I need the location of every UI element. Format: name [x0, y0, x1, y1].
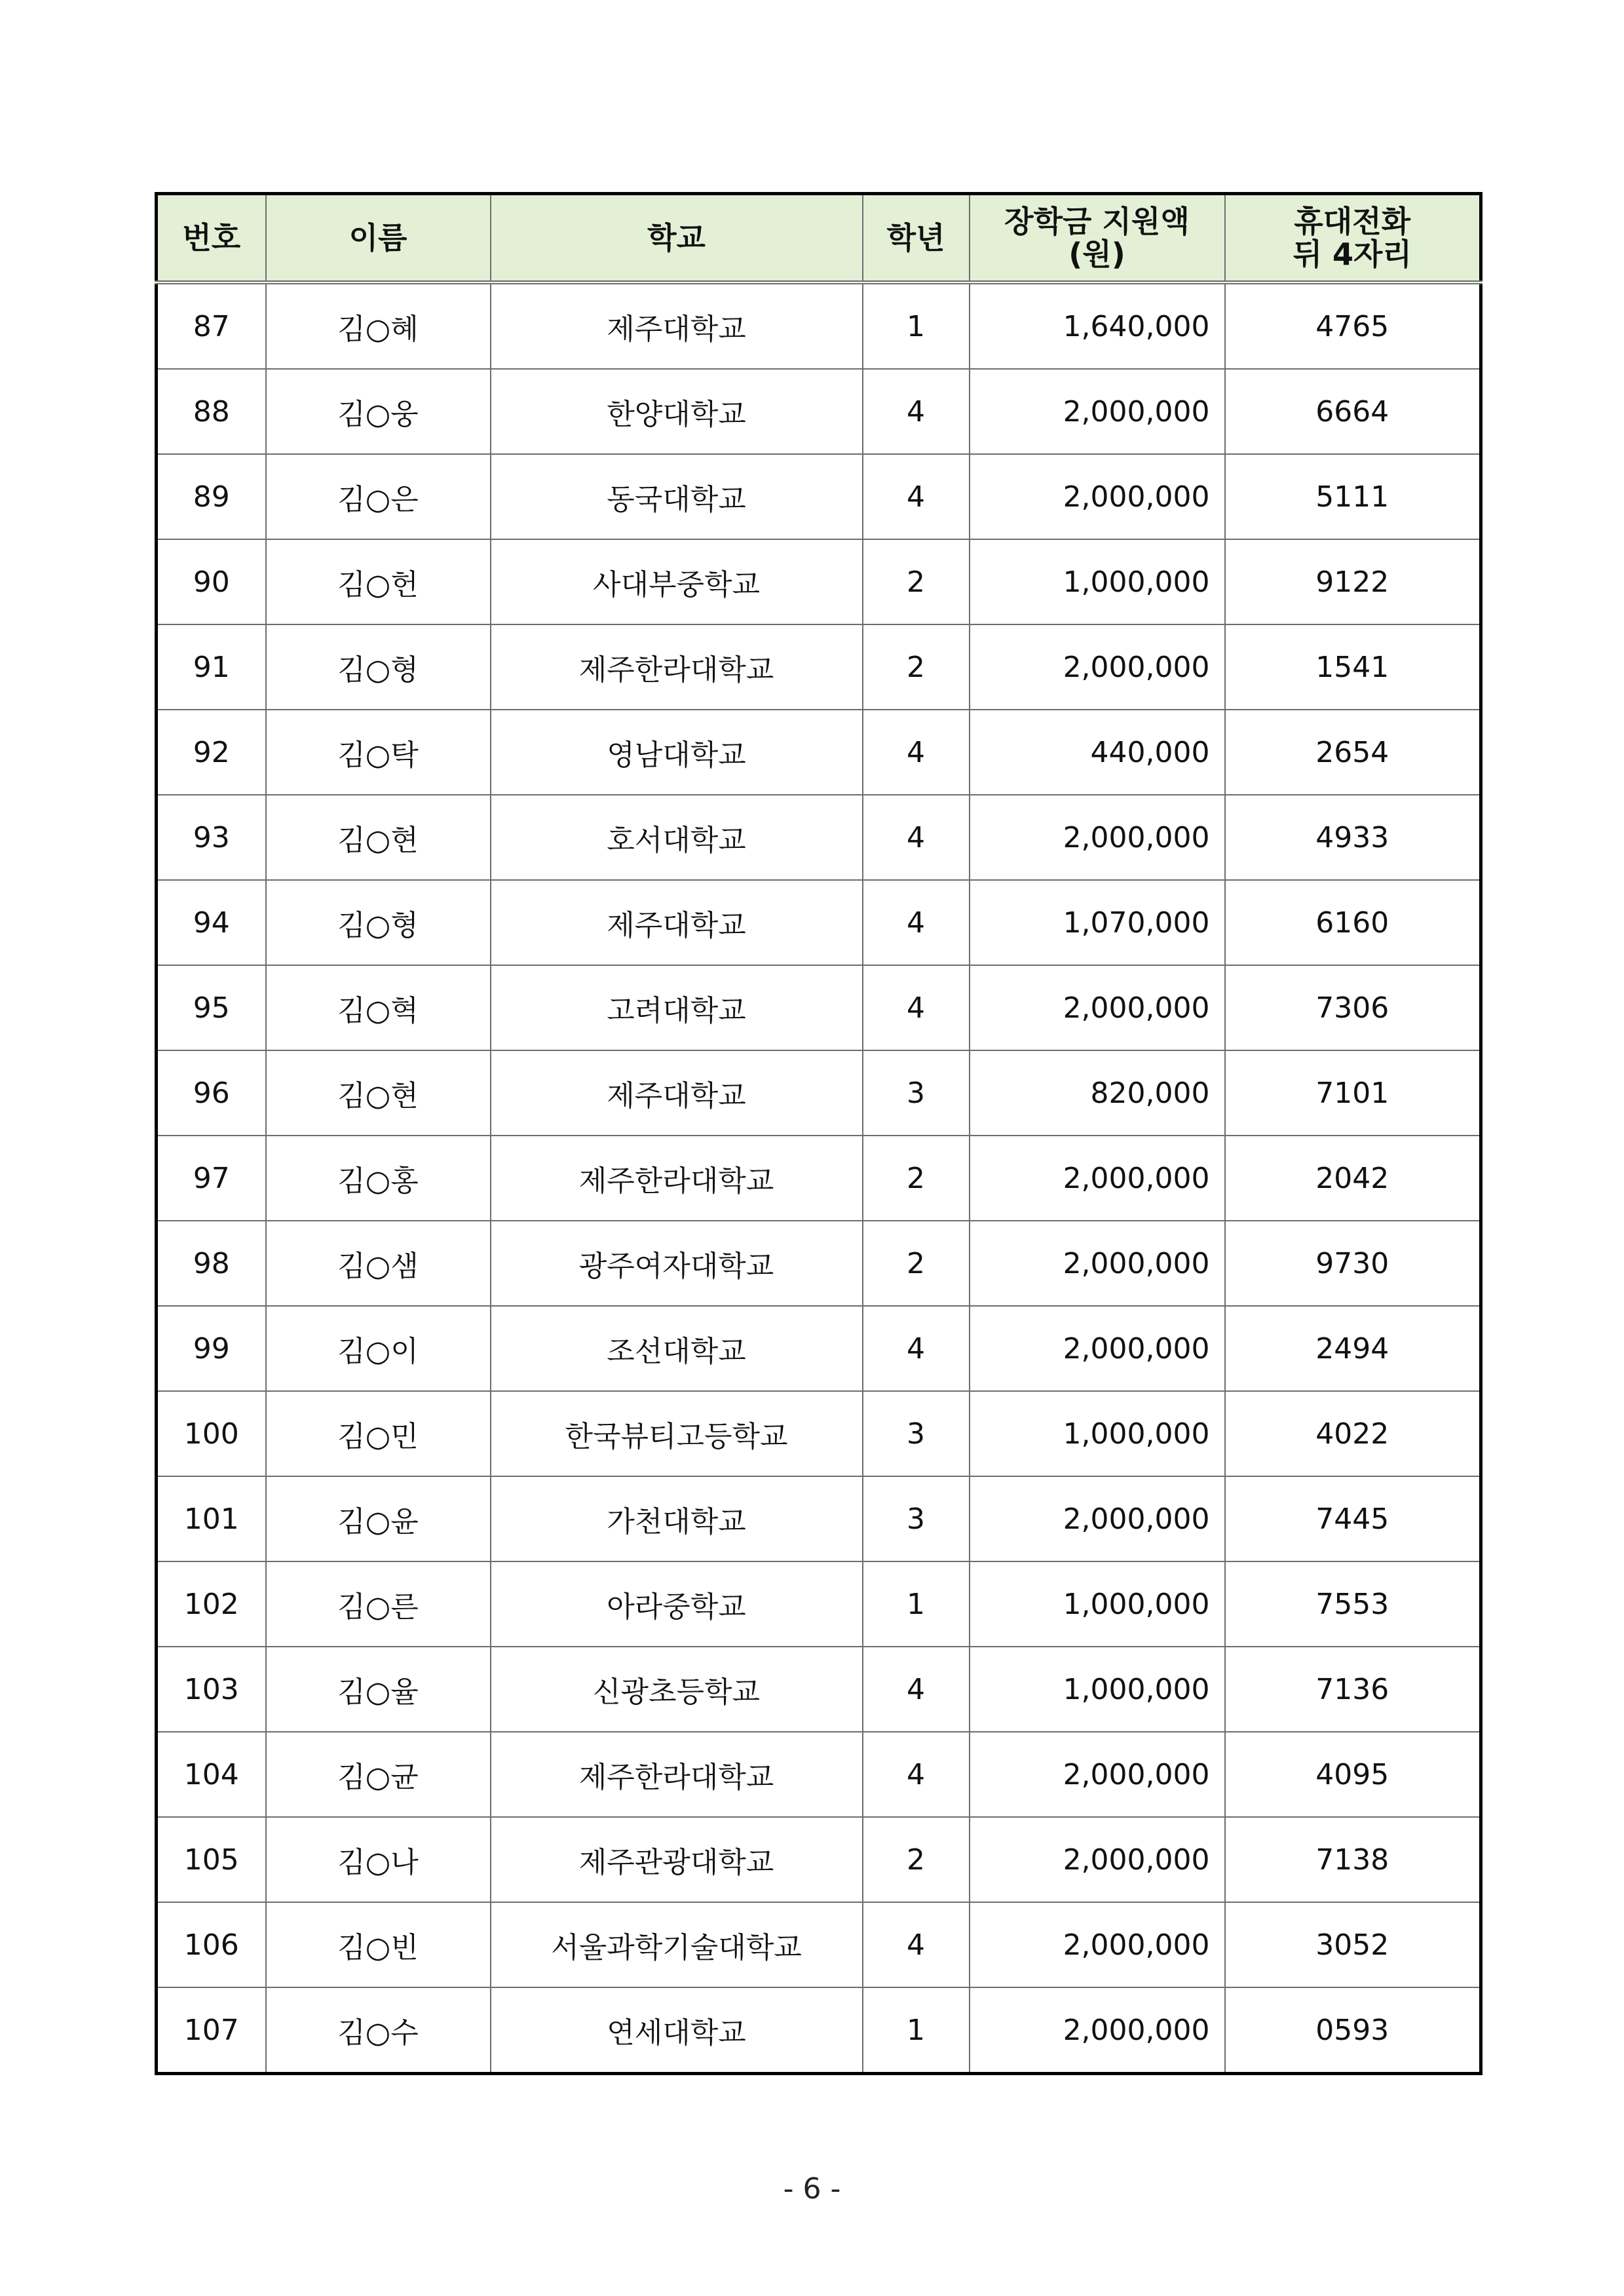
cell-grade: 4	[863, 880, 970, 965]
cell-phone: 3052	[1225, 1902, 1481, 1987]
cell-name: 김○혁	[266, 965, 491, 1050]
table-row	[157, 1136, 1481, 1221]
cell-school: 고려대학교	[491, 965, 863, 1050]
cell-name: 김○샘	[266, 1221, 491, 1306]
cell-amount: 2,000,000	[970, 1902, 1225, 1987]
cell-school: 영남대학교	[491, 710, 863, 795]
cell-number: 103	[157, 1647, 266, 1732]
cell-school: 서울과학기술대학교	[491, 1902, 863, 1987]
table-row	[157, 880, 1481, 965]
cell-number: 90	[157, 539, 266, 624]
cell-number: 89	[157, 454, 266, 539]
cell-number: 97	[157, 1136, 266, 1221]
cell-amount: 2,000,000	[970, 795, 1225, 880]
cell-school: 신광초등학교	[491, 1647, 863, 1732]
cell-phone: 7136	[1225, 1647, 1481, 1732]
cell-phone: 5111	[1225, 454, 1481, 539]
cell-phone: 7553	[1225, 1561, 1481, 1647]
cell-phone: 7445	[1225, 1476, 1481, 1561]
cell-grade: 3	[863, 1391, 970, 1476]
cell-grade: 4	[863, 454, 970, 539]
table-row	[157, 624, 1481, 710]
cell-name: 김○은	[266, 454, 491, 539]
table-row	[157, 795, 1481, 880]
cell-school: 제주대학교	[491, 282, 863, 369]
cell-grade: 2	[863, 1817, 970, 1902]
cell-amount: 2,000,000	[970, 1732, 1225, 1817]
cell-school: 가천대학교	[491, 1476, 863, 1561]
cell-phone: 2042	[1225, 1136, 1481, 1221]
table-row	[157, 1987, 1481, 2074]
header-number: 번호	[157, 194, 266, 283]
header-row	[157, 194, 1481, 283]
cell-school: 조선대학교	[491, 1306, 863, 1391]
cell-number: 94	[157, 880, 266, 965]
table-row	[157, 1050, 1481, 1136]
cell-amount: 2,000,000	[970, 965, 1225, 1050]
table-row	[157, 282, 1481, 369]
cell-school: 광주여자대학교	[491, 1221, 863, 1306]
cell-grade: 3	[863, 1050, 970, 1136]
cell-school: 한국뷰티고등학교	[491, 1391, 863, 1476]
cell-number: 91	[157, 624, 266, 710]
cell-amount: 2,000,000	[970, 1476, 1225, 1561]
table-header	[157, 194, 1481, 283]
table-row	[157, 369, 1481, 454]
cell-phone: 6664	[1225, 369, 1481, 454]
header-amount	[970, 194, 1225, 283]
cell-number: 92	[157, 710, 266, 795]
table-row	[157, 1817, 1481, 1902]
cell-name: 김○형	[266, 624, 491, 710]
cell-amount: 1,000,000	[970, 539, 1225, 624]
cell-school: 아라중학교	[491, 1561, 863, 1647]
cell-grade: 1	[863, 1561, 970, 1647]
cell-name: 김○웅	[266, 369, 491, 454]
cell-name: 김○헌	[266, 539, 491, 624]
cell-number: 93	[157, 795, 266, 880]
cell-phone: 4765	[1225, 282, 1481, 369]
cell-grade: 4	[863, 965, 970, 1050]
table-row	[157, 1902, 1481, 1987]
cell-number: 87	[157, 282, 266, 369]
cell-phone: 7306	[1225, 965, 1481, 1050]
table-row	[157, 1391, 1481, 1476]
cell-amount: 2,000,000	[970, 1221, 1225, 1306]
cell-amount: 2,000,000	[970, 1136, 1225, 1221]
scholarship-table	[155, 192, 1482, 2075]
cell-amount: 2,000,000	[970, 1817, 1225, 1902]
cell-amount: 2,000,000	[970, 1306, 1225, 1391]
cell-phone: 7138	[1225, 1817, 1481, 1902]
cell-school: 제주한라대학교	[491, 1732, 863, 1817]
cell-number: 102	[157, 1561, 266, 1647]
cell-grade: 3	[863, 1476, 970, 1561]
cell-grade: 2	[863, 1136, 970, 1221]
cell-name: 김○균	[266, 1732, 491, 1817]
page-number: - 6 -	[783, 2172, 841, 2206]
cell-name: 김○빈	[266, 1902, 491, 1987]
cell-grade: 1	[863, 282, 970, 369]
table-row	[157, 454, 1481, 539]
cell-amount: 2,000,000	[970, 624, 1225, 710]
table-body	[157, 282, 1481, 2074]
table-row	[157, 1561, 1481, 1647]
cell-name: 김○수	[266, 1987, 491, 2074]
cell-grade: 4	[863, 1732, 970, 1817]
table-row	[157, 1306, 1481, 1391]
cell-number: 105	[157, 1817, 266, 1902]
table-row	[157, 710, 1481, 795]
cell-phone: 9730	[1225, 1221, 1481, 1306]
scholarship-list	[155, 192, 1479, 2075]
cell-name: 김○홍	[266, 1136, 491, 1221]
table-row	[157, 1221, 1481, 1306]
cell-name: 김○혜	[266, 282, 491, 369]
cell-number: 107	[157, 1987, 266, 2074]
cell-number: 101	[157, 1476, 266, 1561]
cell-phone: 1541	[1225, 624, 1481, 710]
cell-name: 김○탁	[266, 710, 491, 795]
cell-school: 제주대학교	[491, 1050, 863, 1136]
cell-number: 95	[157, 965, 266, 1050]
cell-number: 98	[157, 1221, 266, 1306]
cell-phone: 2494	[1225, 1306, 1481, 1391]
cell-number: 106	[157, 1902, 266, 1987]
cell-number: 104	[157, 1732, 266, 1817]
cell-name: 김○민	[266, 1391, 491, 1476]
cell-amount: 440,000	[970, 710, 1225, 795]
cell-phone: 7101	[1225, 1050, 1481, 1136]
cell-amount: 2,000,000	[970, 369, 1225, 454]
cell-grade: 4	[863, 369, 970, 454]
cell-grade: 4	[863, 1647, 970, 1732]
cell-grade: 4	[863, 795, 970, 880]
cell-school: 한양대학교	[491, 369, 863, 454]
table-row	[157, 539, 1481, 624]
cell-phone: 0593	[1225, 1987, 1481, 2074]
cell-phone: 4022	[1225, 1391, 1481, 1476]
cell-number: 100	[157, 1391, 266, 1476]
cell-amount: 1,640,000	[970, 282, 1225, 369]
table-row	[157, 1732, 1481, 1817]
header-phone	[1225, 194, 1481, 283]
cell-number: 88	[157, 369, 266, 454]
table-row	[157, 1647, 1481, 1732]
cell-amount: 1,000,000	[970, 1647, 1225, 1732]
table-row	[157, 965, 1481, 1050]
cell-grade: 2	[863, 624, 970, 710]
cell-school: 제주한라대학교	[491, 1136, 863, 1221]
header-phone-line2: 뒤 4자리	[1293, 237, 1412, 272]
cell-number: 99	[157, 1306, 266, 1391]
cell-name: 김○율	[266, 1647, 491, 1732]
cell-school: 호서대학교	[491, 795, 863, 880]
header-amount-line2: (원)	[1068, 237, 1125, 272]
cell-name: 김○윤	[266, 1476, 491, 1561]
cell-name: 김○현	[266, 1050, 491, 1136]
cell-phone: 6160	[1225, 880, 1481, 965]
cell-amount: 2,000,000	[970, 1987, 1225, 2074]
cell-grade: 1	[863, 1987, 970, 2074]
cell-amount: 1,000,000	[970, 1391, 1225, 1476]
cell-grade: 4	[863, 1306, 970, 1391]
cell-name: 김○현	[266, 795, 491, 880]
cell-name: 김○형	[266, 880, 491, 965]
cell-number: 96	[157, 1050, 266, 1136]
table-row	[157, 1476, 1481, 1561]
cell-name: 김○른	[266, 1561, 491, 1647]
header-amount-line1: 장학금 지원액	[1004, 204, 1190, 239]
cell-name: 김○이	[266, 1306, 491, 1391]
header-grade: 학년	[863, 194, 970, 283]
cell-school: 연세대학교	[491, 1987, 863, 2074]
cell-amount: 820,000	[970, 1050, 1225, 1136]
cell-school: 사대부중학교	[491, 539, 863, 624]
header-phone-line1: 휴대전화	[1294, 204, 1411, 239]
cell-grade: 4	[863, 1902, 970, 1987]
cell-phone: 9122	[1225, 539, 1481, 624]
cell-grade: 2	[863, 1221, 970, 1306]
header-name: 이름	[266, 194, 491, 283]
cell-school: 제주대학교	[491, 880, 863, 965]
cell-phone: 2654	[1225, 710, 1481, 795]
header-school: 학교	[491, 194, 863, 283]
cell-amount: 1,070,000	[970, 880, 1225, 965]
cell-phone: 4933	[1225, 795, 1481, 880]
cell-school: 동국대학교	[491, 454, 863, 539]
cell-grade: 4	[863, 710, 970, 795]
cell-phone: 4095	[1225, 1732, 1481, 1817]
cell-amount: 2,000,000	[970, 454, 1225, 539]
cell-grade: 2	[863, 539, 970, 624]
cell-school: 제주관광대학교	[491, 1817, 863, 1902]
cell-name: 김○나	[266, 1817, 491, 1902]
cell-school: 제주한라대학교	[491, 624, 863, 710]
cell-amount: 1,000,000	[970, 1561, 1225, 1647]
